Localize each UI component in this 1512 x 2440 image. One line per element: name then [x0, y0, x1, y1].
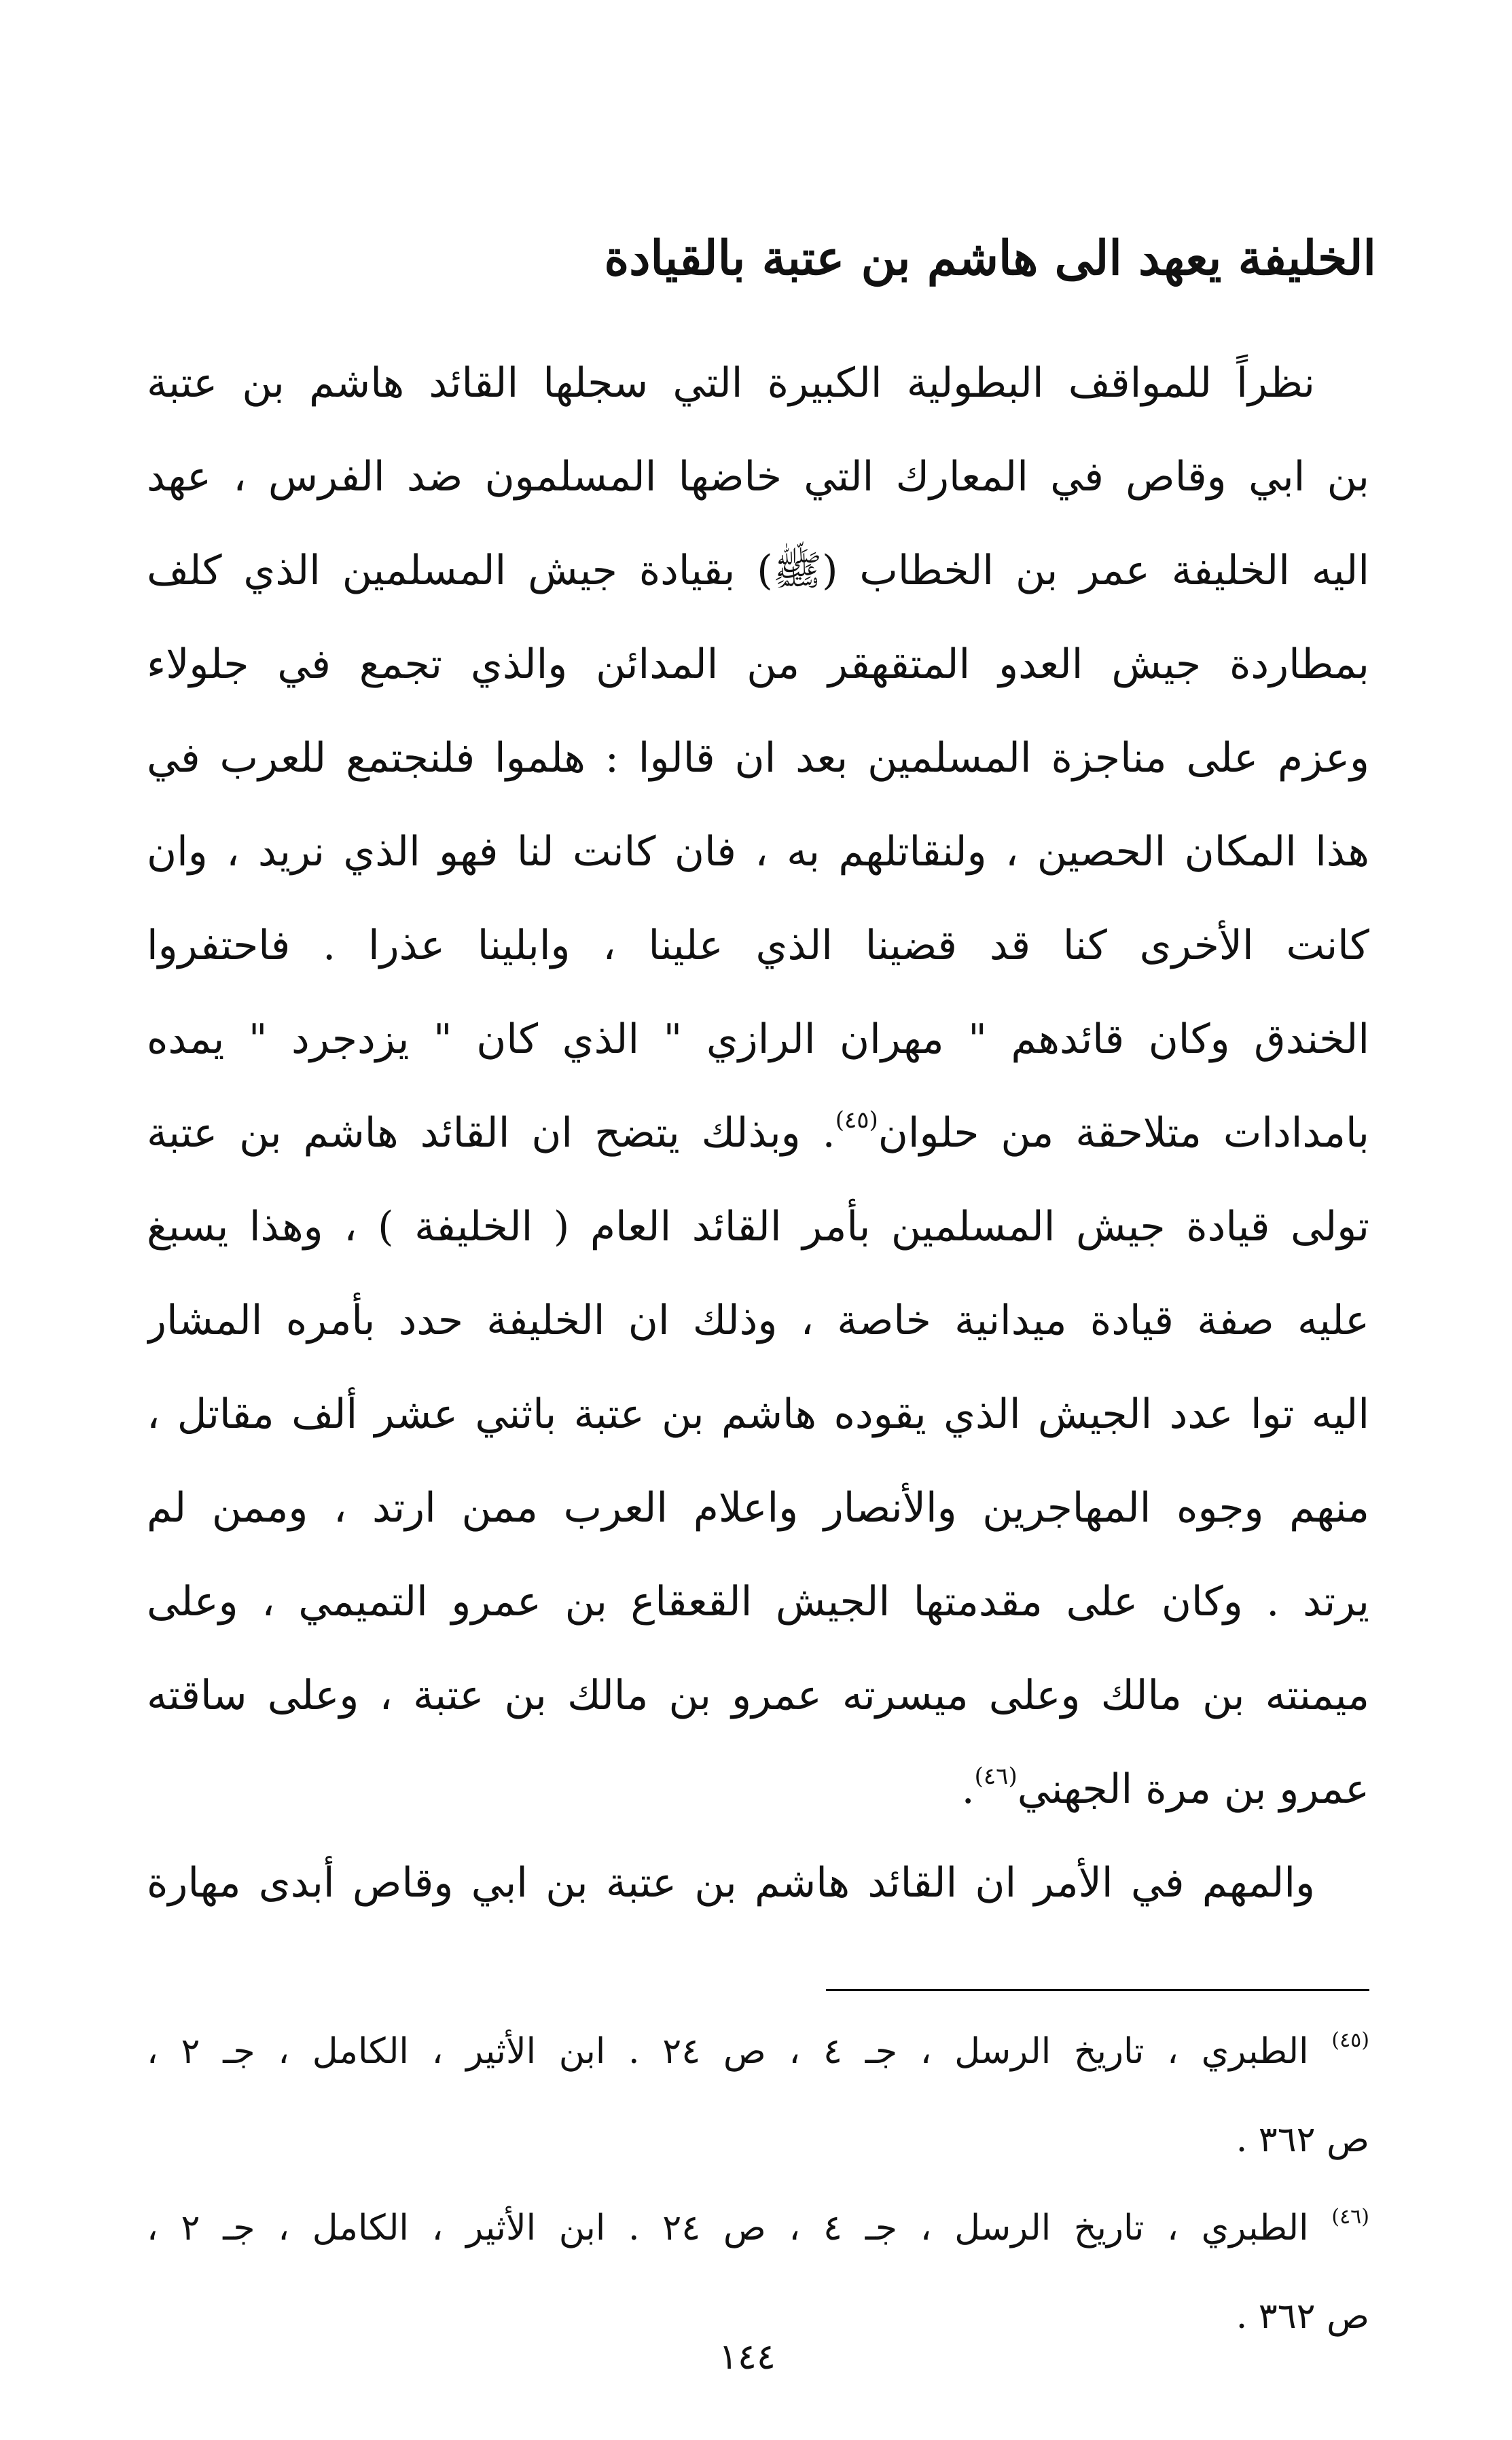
footnotes — [147, 2007, 1369, 2361]
footnote-divider — [826, 1989, 1369, 1991]
body-line — [147, 1555, 1369, 1649]
footnote-text: الطبري ، تاريخ الرسل ، جـ ٤ ، ص ٢٤ . ابن الأثير ، الكامل ، جـ ٢ ، — [147, 2208, 1309, 2248]
body-line — [147, 1274, 1369, 1367]
page-number: ١٤٤ — [719, 2337, 776, 2378]
body-line — [147, 805, 1369, 899]
footnote-text: ص ٣٦٢ . — [1236, 2296, 1369, 2337]
body-text — [147, 336, 1369, 1930]
body-line-text: بامدادات متلاحقة من حلوان — [878, 1109, 1369, 1157]
body-line — [147, 1742, 1369, 1836]
body-line-text: عليه صفة قيادة ميدانية خاصة ، وذلك ان الخليفة حدد بأمره المشار — [147, 1297, 1369, 1344]
footnote-number: (٤٥) — [1331, 2028, 1370, 2052]
body-line-text: ميمنته بن مالك وعلى ميسرته عمرو بن مالك بن عتبة ، وعلى ساقته — [147, 1672, 1369, 1719]
footnote-text: ص ٣٦٢ . — [1236, 2119, 1369, 2160]
body-line — [147, 1461, 1369, 1555]
footnote-marker[interactable]: (٤٥) — [835, 1107, 878, 1134]
body-line-text: بمطاردة جيش العدو المتقهقر من المدائن والذي تجمع في جلولاء — [147, 641, 1369, 688]
body-line-text-continued: . — [961, 1765, 975, 1813]
footnote-line — [147, 2007, 1369, 2096]
body-line-text: كانت الأخرى كنا قد قضينا الذي علينا ، وابلينا عذرا . فاحتفروا — [147, 922, 1369, 969]
body-line — [147, 1180, 1369, 1274]
section-heading: الخليفة يعهد الى هاشم بن عتبة بالقيادة — [604, 230, 1376, 286]
body-line — [147, 1649, 1369, 1742]
footnote-text: الطبري ، تاريخ الرسل ، جـ ٤ ، ص ٢٤ . ابن الأثير ، الكامل ، جـ ٢ ، — [147, 2031, 1309, 2072]
body-line-text: الخندق وكان قائدهم " مهران الرازي " الذي كان " يزدجرد " يمده — [147, 1016, 1369, 1063]
body-line — [147, 524, 1369, 617]
body-line — [147, 992, 1369, 1086]
body-line-text: بن ابي وقاص في المعارك التي خاضها المسلمون ضد الفرس ، عهد — [147, 453, 1369, 501]
body-line — [147, 430, 1369, 524]
body-line-text: عمرو بن مرة الجهني — [1017, 1765, 1369, 1813]
body-line — [147, 711, 1369, 805]
body-line — [147, 899, 1369, 992]
body-line — [147, 1086, 1369, 1180]
body-line-text: منهم وجوه المهاجرين والأنصار واعلام العرب ممن ارتد ، وممن لم — [147, 1484, 1369, 1532]
body-line-text: هذا المكان الحصين ، ولنقاتلهم به ، فان كانت لنا فهو الذي نريد ، وان — [147, 828, 1369, 876]
body-line-text: اليه توا عدد الجيش الذي يقوده هاشم بن عتبة باثني عشر ألف مقاتل ، — [147, 1391, 1369, 1438]
body-line — [147, 1836, 1369, 1930]
body-line — [147, 1367, 1369, 1461]
body-line-text-continued: . وبذلك يتضح ان القائد هاشم بن عتبة — [147, 1109, 835, 1157]
body-line — [147, 617, 1369, 711]
body-line-text: وعزم على مناجزة المسلمين بعد ان قالوا : هلموا فلنجتمع للعرب في — [147, 734, 1369, 782]
body-line — [147, 336, 1369, 430]
footnote-line — [147, 2096, 1369, 2184]
body-line-text: اليه الخليفة عمر بن الخطاب (ﷺ) بقيادة جيش المسلمين الذي كلف — [147, 547, 1369, 594]
footnote-marker[interactable]: (٤٦) — [974, 1763, 1018, 1790]
body-line-text: تولى قيادة جيش المسلمين بأمر القائد العام ( الخليفة ) ، وهذا يسبغ — [147, 1203, 1369, 1251]
footnote-number: (٤٦) — [1331, 2205, 1370, 2229]
body-line-text: والمهم في الأمر ان القائد هاشم بن عتبة بن ابي وقاص أبدى مهارة — [147, 1859, 1315, 1907]
body-line-text: يرتد . وكان على مقدمتها الجيش القعقاع بن عمرو التميمي ، وعلى — [147, 1578, 1369, 1626]
body-line-text: نظراً للمواقف البطولية الكبيرة التي سجلها القائد هاشم بن عتبة — [147, 359, 1315, 407]
footnote-line — [147, 2184, 1369, 2272]
